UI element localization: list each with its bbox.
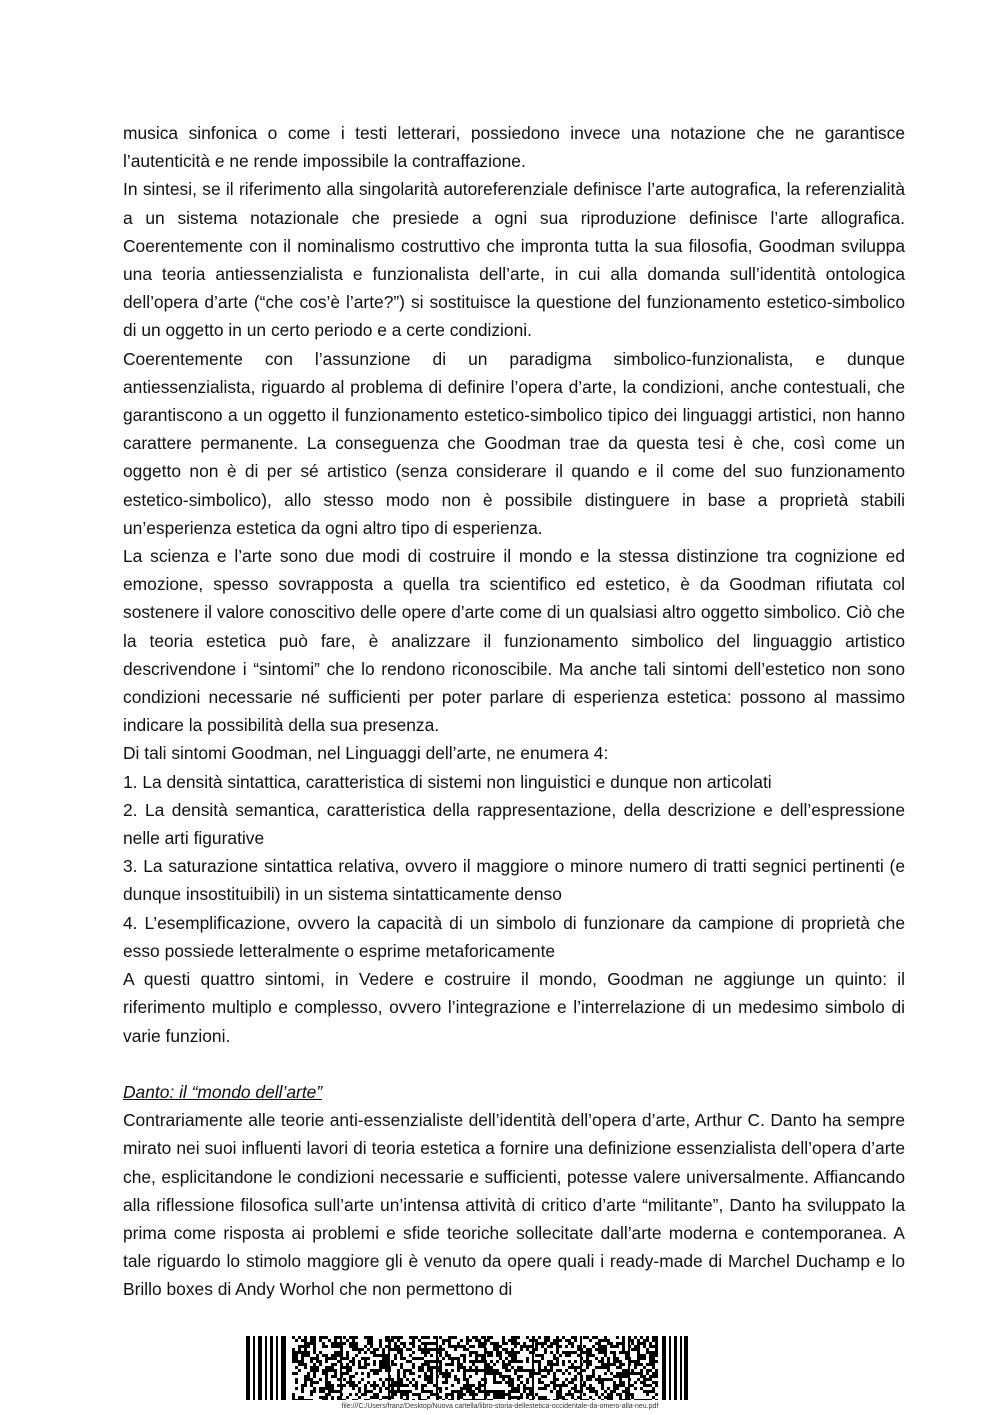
paragraph-4: La scienza e l’arte sono due modi di costruire il mondo e la stessa distinzione tra cognizione ed emozione, spesso sovrapposta a quella tra scientifico ed estetico, è da Goodman rifiutata col sostenere il valore conoscitivo delle opere d’arte come di un qualsiasi altro oggetto simbolico. Ciò che la teoria estetica può fare, è analizzare il funzionamento simbolico del linguaggio artistico descrivendone i “sintomi” che lo rendono riconoscibile. Ma anche tali sintomi dell’estetico non sono condizioni necessarie né sufficienti per poter parlare di esperienza estetica: possono al massimo indicare la possibilità della sua presenza. [123, 546, 905, 736]
document-body [123, 119, 905, 1304]
paragraph-2: In sintesi, se il riferimento alla singolarità autoreferenziale definisce l’arte autografica, la referenzialità a un sistema notazionale che presiede a ogni sua riproduzione definisce l’arte allografica. Coerentemente con il nominalismo costruttivo che impronta tutta la sua filosofia, Goodman sviluppa una teoria antiessenzialista e funzionalista dell’arte, in cui alla domanda sull’identità ontologica dell’opera d’arte (“che cos’è l’arte?”) si sostituisce la questione del funzionamento estetico-simbolico di un oggetto in un certo periodo e a certe condizioni. [123, 179, 905, 341]
section-paragraph: Contrariamente alle teorie anti-essenzialiste dell’identità dell’opera d’arte, Arthur C. Danto ha sempre mirato nei suoi influenti lavori di teoria estetica a fornire una definizione essenzialista dell’opera d’arte che, esplicitandone le condizioni necessarie e sufficienti, potesse valere universalmente. Affiancando alla riflessione filosofica sull’arte un’intensa attività di critico d’arte “militante”, Danto ha sviluppato la prima come risposta ai problemi e sfide teoriche sollecitate dall’arte moderna e contemporanea. A tale riguardo lo stimolo maggiore gli è venuto da opere quali i ready-made di Marchel Duchamp e lo Brillo boxes di Andy Worhol che non permettono di [123, 1110, 905, 1300]
paragraph-3: Coerentemente con l’assunzione di un paradigma simbolico-funzionalista, e dunque antiessenzialista, riguardo al problema di definire l’opera d’arte, la condizioni, anche contestuali, che garantiscono a un oggetto il funzionamento estetico-simbolico tipico dei linguaggi artistici, non hanno carattere permanente. La conseguenza che Goodman trae da questa tesi è che, così come un oggetto non è di per sé artistico (senza considerare il quando e il come del suo funzionamento estetico-simbolico), allo stesso modo non è possibile distinguere in base a proprietà stabili un’esperienza estetica da ogni altro tipo di esperienza. [123, 348, 905, 538]
paragraph-5: Di tali sintomi Goodman, nel Linguaggi dell’arte, ne enumera 4: [123, 743, 609, 764]
list-item-3: 3. La saturazione sintattica relativa, ovvero il maggiore o minore numero di tratti segnici pertinenti (e dunque insostituibili) in un sistema sintatticamente denso [123, 856, 905, 905]
section-heading: Danto: il “mondo dell’arte” [123, 1081, 323, 1102]
paragraph-6: A questi quattro sintomi, in Vedere e costruire il mondo, Goodman ne aggiunge un quinto: il riferimento multiplo e complesso, ovvero l’integrazione e l’interrelazione di un medesimo simbolo di varie funzioni. [123, 969, 905, 1046]
footer-file-path: file:///C:/Users/franz/Desktop/Nuova cartella/libro-storia-dellestetica-occidentale-da-omero-alla-neu.pdf [341, 1403, 659, 1410]
barcode-image [246, 1336, 688, 1400]
list-item-1: 1. La densità sintattica, caratteristica di sistemi non linguistici e dunque non articolati [123, 771, 772, 792]
list-item-2: 2. La densità semantica, caratteristica della rappresentazione, della descrizione e dell’espressione nelle arti figurative [123, 799, 905, 849]
list-item-4: 4. L’esemplificazione, ovvero la capacità di un simbolo di funzionare da campione di proprietà che esso possiede letteralmente o esprime metaforicamente [123, 912, 905, 961]
section-spacer [123, 1050, 905, 1078]
paragraph-1: musica sinfonica o come i testi letterari, possiedono invece una notazione che ne garantisce l’autenticità e ne rende impossibile la contraffazione. [123, 123, 905, 172]
